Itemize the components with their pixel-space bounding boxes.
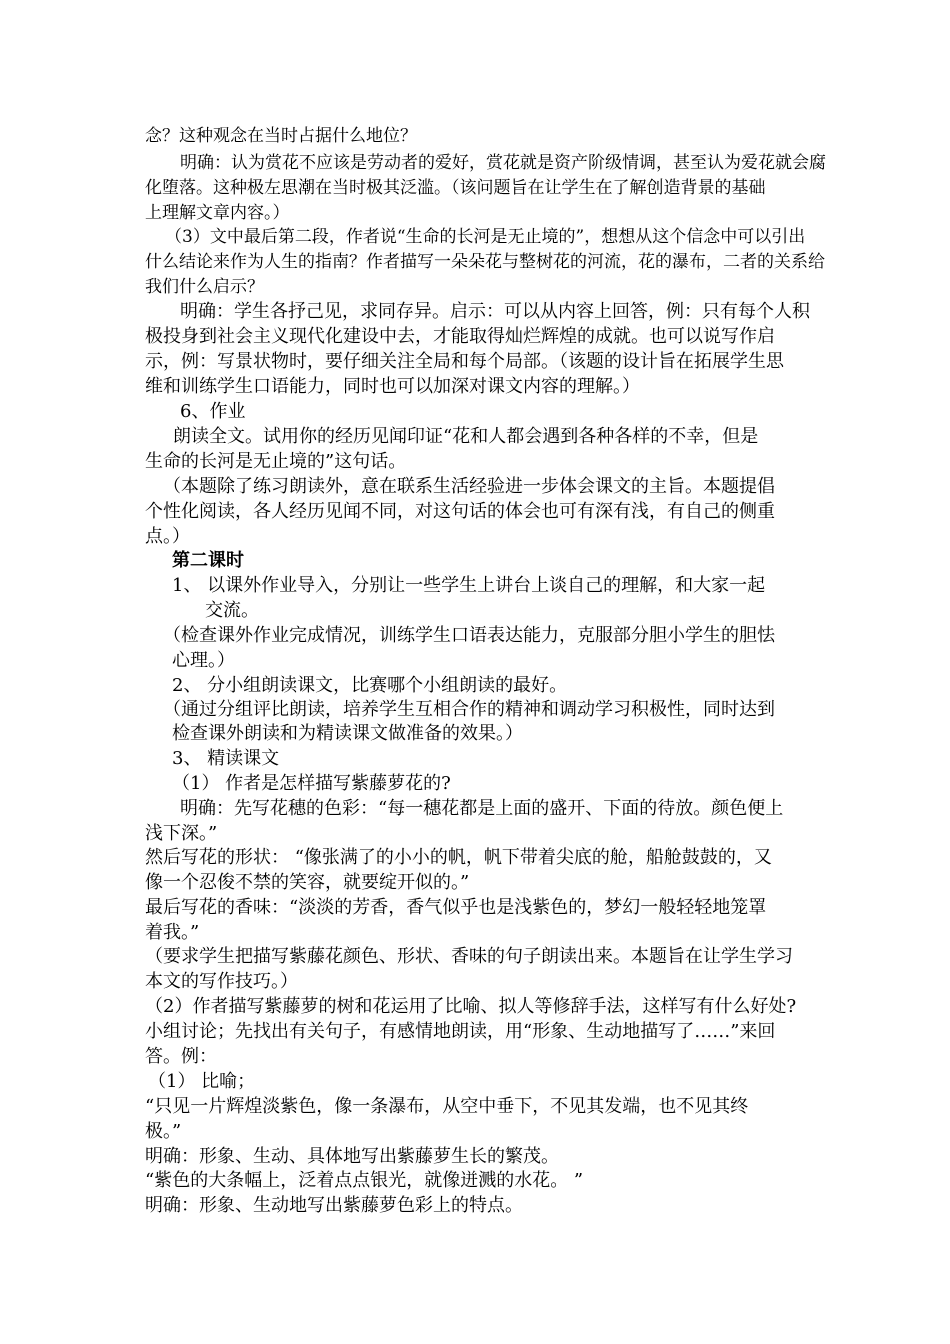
text-line: （2）作者描写紫藤萝的树和花运用了比喻、拟人等修辞手法，这样写有什么好处? (145, 996, 797, 1017)
text-line: 浅下深。” (145, 823, 218, 844)
text-line: 明确：先写花穗的色彩：“每一穗花都是上面的盛开、下面的待放。颜色便上 (180, 798, 784, 819)
text-line: 点。） (145, 526, 190, 547)
text-line: 明确：学生各抒己见，求同存异。启示：可以从内容上回答，例：只有每个人积 (180, 301, 810, 322)
text-line: 个性化阅读，各人经历见闻不同，对这句话的体会也可有深有浅，有自己的侧重 (145, 501, 775, 522)
text-line: 生命的长河是无止境的”这句话。 (145, 451, 407, 472)
text-line: （1） 比喻； (148, 1071, 256, 1092)
text-line: 像一个忍俊不禁的笑容，就要绽开似的。” (145, 872, 470, 893)
text-line: 明确：形象、生动地写出紫藤萝色彩上的特点。 (145, 1195, 523, 1216)
text-line: 着我。” (145, 922, 200, 943)
text-line: 答。例： (145, 1046, 217, 1067)
text-line: 本文的写作技巧。） (145, 971, 298, 992)
text-line: 示，例：写景状物时，要仔细关注全局和每个局部。（该题的设计旨在拓展学生思 (145, 351, 784, 372)
text-line: （检查课外作业完成情况，训练学生口语表达能力，克服部分胆小学生的胆怯 (163, 625, 775, 646)
lesson-heading: 第二课时 (172, 550, 244, 571)
text-line: 2、 分小组朗读课文，比赛哪个小组朗读的最好。 (172, 675, 568, 696)
text-line: “只见一片辉煌淡紫色，像一条瀑布，从空中垂下，不见其发端，也不见其终 (145, 1096, 749, 1117)
text-line: 什么结论来作为人生的指南？作者描写一朵朵花与整树花的河流，花的瀑布，二者的关系给 (145, 252, 825, 272)
text-line: 化堕落。这种极左思潮在当时极其泛滥。（该问题旨在让学生在了解创造背景的基础 (145, 178, 766, 198)
text-line: 检查课外朗读和为精读课文做准备的效果。） (172, 723, 523, 744)
text-line: （要求学生把描写紫藤花颜色、形状、香味的句子朗读出来。本题旨在让学生学习 (145, 946, 793, 967)
text-line: 交流。 (205, 600, 259, 621)
text-line: 明确：形象、生动、具体地写出紫藤萝生长的繁茂。 (145, 1146, 559, 1167)
text-line: （3）文中最后第二段，作者说“生命的长河是无止境的”，想想从这个信念中可以引出 (165, 227, 806, 247)
text-line: 极投身到社会主义现代化建设中去，才能取得灿烂辉煌的成就。也可以说写作启 (145, 326, 775, 347)
text-line: 3、 精读课文 (172, 748, 280, 769)
text-line: 最后写花的香味：“淡淡的芳香，香气似乎也是浅紫色的，梦幻一般轻轻地笼罩 (145, 897, 767, 918)
text-line: 朗读全文。试用你的经历见闻印证“花和人都会遇到各种各样的不幸，但是 (173, 426, 759, 447)
text-line: 念？这种观念在当时占据什么地位？ (145, 126, 417, 146)
text-line: 我们什么启示？ (145, 277, 264, 297)
text-line: （本题除了练习朗读外，意在联系生活经验进一步体会课文的主旨。本题提倡 (163, 476, 775, 497)
text-line: （通过分组评比朗读，培养学生互相合作的精神和调动学习积极性，同时达到 (163, 699, 775, 720)
section-heading: 6、作业 (180, 401, 246, 422)
text-line: 然后写花的形状： “像张满了的小小的帆，帆下带着尖底的舱，船舱鼓鼓的，又 (145, 847, 772, 868)
text-line: 1、 以课外作业导入，分别让一些学生上讲台上谈自己的理解，和大家一起 (172, 575, 766, 596)
text-line: 极。” (145, 1121, 182, 1142)
text-line: 明确：认为赏花不应该是劳动者的爱好，赏花就是资产阶级情调，甚至认为爱花就会腐 (180, 153, 826, 173)
text-line: 心理。） (172, 650, 235, 671)
text-line: 维和训练学生口语能力，同时也可以加深对课文内容的理解。） (145, 376, 640, 397)
text-line: （1） 作者是怎样描写紫藤萝花的? (172, 773, 451, 794)
text-line: “紫色的大条幅上，泛着点点银光，就像迸溅的水花。 ” (145, 1170, 584, 1191)
text-line: 上理解文章内容。） (145, 203, 290, 223)
text-line: 小组讨论；先找出有关句子，有感情地朗读，用“形象、生动地描写了……”来回 (145, 1021, 776, 1042)
